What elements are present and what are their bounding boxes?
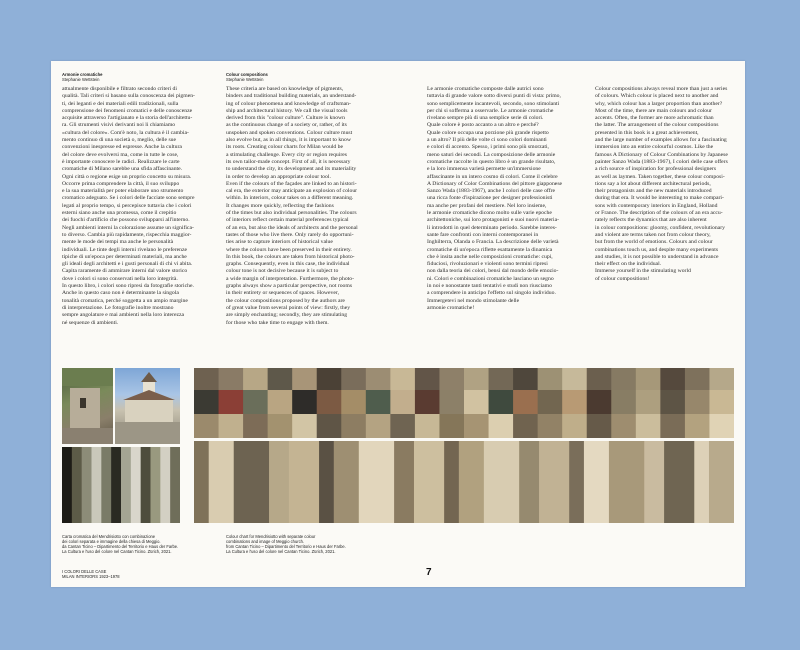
colour-swatch bbox=[538, 368, 563, 390]
colour-swatch bbox=[489, 390, 514, 414]
colour-swatch bbox=[194, 414, 219, 438]
photo-strip-band bbox=[82, 447, 92, 523]
colour-swatch bbox=[709, 414, 734, 438]
colour-swatch bbox=[268, 368, 293, 390]
colour-band bbox=[459, 441, 485, 523]
colour-swatch bbox=[660, 368, 685, 390]
colour-swatch bbox=[513, 368, 538, 390]
church-photo-1-svg bbox=[62, 368, 113, 444]
colour-swatch bbox=[685, 414, 710, 438]
colour-swatch bbox=[611, 390, 636, 414]
photo-strip-band bbox=[151, 447, 161, 523]
colour-band bbox=[334, 441, 360, 523]
header-left bbox=[62, 72, 103, 82]
colour-swatch bbox=[317, 368, 342, 390]
colour-band bbox=[414, 441, 445, 523]
colour-swatch bbox=[685, 368, 710, 390]
colour-swatch bbox=[538, 390, 563, 414]
photo-strip-band bbox=[92, 447, 102, 523]
ground bbox=[62, 428, 113, 444]
colour-swatch bbox=[685, 390, 710, 414]
colour-swatch bbox=[709, 390, 734, 414]
colour-band bbox=[269, 441, 289, 523]
header-left-title: Armonie cromatiche bbox=[62, 72, 103, 77]
colour-band bbox=[664, 441, 695, 523]
colour-band bbox=[539, 441, 570, 523]
colour-band bbox=[319, 441, 334, 523]
colour-band bbox=[444, 441, 459, 523]
page-number: 7 bbox=[426, 567, 432, 578]
colour-swatch bbox=[390, 414, 415, 438]
colour-swatch bbox=[660, 414, 685, 438]
colour-swatch bbox=[562, 368, 587, 390]
photo-strip-band bbox=[62, 447, 72, 523]
text-column-english-2: Colour compositions always reveal more than just a series of colours. Which colour is placed next to another and why, which colour has a larger proportion than another? Most of the time, there are main colours and colour accents. Often, the former are more achromatic than the latter. The arrangement of the colour compositions presented in this book is a great achievement, and the large number of examples allows for a fascinating immersion into an entire colourful cosmos. Like the famous A Dictionary of Colour Combinations by Japanese painter Sanzo Wada (1883-1967), I colori delle case offers a rich source of inspiration for professional designers as well as laymen. Taken together, these colour composi- tions say a lot about different architectural periods, their protagonists and the new materials introduced during that era. It would be interesting to make compari- sons with contemporary interiors in England, Holland or France. The description of the colours of an era accu- rately reflects the dynamics that are also inherent in colour compositions: gloomy, confident, revolutionary and violent are terms taken not from colour theory, but from the world of emotions. Colours and colour combinations touch us, and despite many experiments and studies, it is not possible to understand in advance their effect on the individual. Immerse yourself in the stimulating world of colour compositions! bbox=[595, 86, 728, 282]
photo-strip-band bbox=[111, 447, 121, 523]
colour-band bbox=[644, 441, 664, 523]
colour-swatch bbox=[366, 414, 391, 438]
church-photo-2-svg bbox=[115, 368, 180, 444]
colour-swatch bbox=[464, 414, 489, 438]
colour-band bbox=[694, 441, 709, 523]
colour-swatch bbox=[366, 390, 391, 414]
colour-swatch bbox=[317, 390, 342, 414]
footer-book-title: I COLORI DELLE CASE MILAN INTERIORS 1923–1978 bbox=[62, 569, 120, 580]
colour-swatch bbox=[587, 368, 612, 390]
colour-swatch bbox=[611, 368, 636, 390]
colour-swatch bbox=[611, 414, 636, 438]
colour-band bbox=[709, 441, 734, 523]
photo-strip-band bbox=[170, 447, 180, 523]
colour-swatch bbox=[587, 390, 612, 414]
colour-band bbox=[359, 441, 395, 523]
colour-swatch bbox=[538, 414, 563, 438]
colour-swatch bbox=[636, 414, 661, 438]
header-right bbox=[226, 72, 268, 82]
photo-strip-band bbox=[121, 447, 131, 523]
colour-swatch bbox=[562, 414, 587, 438]
colour-swatch bbox=[268, 390, 293, 414]
colour-swatch bbox=[341, 414, 366, 438]
colour-swatch bbox=[636, 390, 661, 414]
colour-band bbox=[609, 441, 645, 523]
colour-swatch bbox=[439, 390, 464, 414]
caption-italian: Carta cromatica del Mendrisiotto con combinazione dei colori separata e immagine della chiesa di Meggio. da Cantan Ticino – Dipartimento del Territorio e Haus der Farbe. La Cultura e l'uso del colore nel Cantan Ticino. Zürich, 2021. bbox=[62, 534, 179, 555]
colour-band bbox=[569, 441, 584, 523]
church-photo-1 bbox=[62, 368, 113, 444]
colour-swatch bbox=[587, 414, 612, 438]
colour-band bbox=[209, 441, 235, 523]
photo-strip-band bbox=[160, 447, 170, 523]
colour-swatch bbox=[415, 368, 440, 390]
colour-swatch bbox=[489, 368, 514, 390]
colour-swatch bbox=[390, 390, 415, 414]
photo-strip-band bbox=[131, 447, 141, 523]
photo-strip-band bbox=[101, 447, 111, 523]
header-right-author: Stephanie Wettstein bbox=[226, 77, 264, 83]
colour-swatch bbox=[243, 368, 268, 390]
colour-swatch bbox=[341, 390, 366, 414]
colour-swatch bbox=[439, 368, 464, 390]
photo-strip-svg bbox=[62, 447, 180, 523]
colour-swatch bbox=[219, 390, 244, 414]
colour-swatch bbox=[489, 414, 514, 438]
window bbox=[80, 398, 86, 408]
church-photo-2 bbox=[115, 368, 180, 444]
colour-swatch bbox=[513, 390, 538, 414]
colour-swatch bbox=[366, 368, 391, 390]
colour-swatch bbox=[194, 368, 219, 390]
colour-band bbox=[484, 441, 520, 523]
colour-swatch bbox=[194, 390, 219, 414]
colour-swatch bbox=[292, 368, 317, 390]
header-left-author: Stephanie Wettstein bbox=[62, 77, 100, 83]
photo-color-strip bbox=[62, 447, 180, 523]
book-page bbox=[51, 61, 745, 587]
colour-swatch bbox=[341, 368, 366, 390]
colour-swatch bbox=[660, 390, 685, 414]
colour-swatch bbox=[219, 368, 244, 390]
colour-band bbox=[234, 441, 270, 523]
colour-swatch bbox=[317, 414, 342, 438]
colour-swatch bbox=[292, 390, 317, 414]
colour-swatch bbox=[709, 368, 734, 390]
colour-swatch bbox=[415, 390, 440, 414]
colour-band bbox=[584, 441, 610, 523]
colour-swatch bbox=[464, 390, 489, 414]
colour-swatch bbox=[636, 368, 661, 390]
colour-band bbox=[519, 441, 539, 523]
chart-separator bbox=[194, 438, 734, 441]
colour-swatch bbox=[243, 414, 268, 438]
courtyard bbox=[115, 422, 180, 444]
text-column-english-1: These criteria are based on knowledge of pigments, binders and traditional building materials, an understand- ing of colour phenomena and knowledge of craftsman- ship and architectural history. We call the visual tools derived from this "colour culture". Culture is known as the continuous change of a society or, rather, of its unspoken and spoken conventions. Colour culture must also evolve but, as in all things, it is important to know its roots. Creating colour charts for Milan would be a stimulating challenge. Every city or region requires its own tailor-made concept. First of all, it is necessary to understand the city, its development and its materiality in order to develop an appropriate colour tool. Even if the colours of the façades are linked to an histori- cal era, the exterior may anticipate an explosion of colour within. In interiors, colour takes on a different meaning. It changes more quickly, reflecting the fashions of the times but also individual personalities. The colours of interiors reflect certain material preferences typical of an era, but also the ideals of architects and the personal tastes of those who live there. Only rarely do opportuni- ties arise to capture interiors of historical value where the colours have been preserved in their entirety. In this book, the colours are taken from historical photo- graphs. Consequently, even in this case, the individual colour tone is not decisive because it is subject to a wide margin of interpretation. Furthermore, the photo- graphs always show a particular perspective, not rooms in their entirety or sequences of spaces. However, the colour compositions proposed by the authors are of great value from several points of view: firstly, they are simply enchanting; secondly, they are stimulating for those who take time to engage with them. bbox=[226, 86, 358, 326]
colour-swatch bbox=[390, 368, 415, 390]
colour-chart bbox=[194, 368, 734, 523]
header-right-title: Colour compositions bbox=[226, 72, 268, 77]
text-column-italian-1: attualmente disponibile e filtrato secondo criteri di qualità. Tali criteri si basano sulla conoscenza dei pigmen- ti, dei leganti e dei materiali edili tradizionali, sulla comprensione dei fenomeni cromatici e delle conoscenze acquisite attraverso l'artigianato e la storia dell'architettu- ra. Gli strumenti visivi derivanti noi li chiamiamo «cultura del colore». Com'è noto, la cultura è il cambia- mento continuo di una società o, meglio, delle sue convenzioni inespresse ed espresse. Anche la cultura del colore deve evolversi ma, come in tutte le cose, è importante conoscere le radici. Realizzare le carte cromatiche di Milano sarebbe una sfida affascinante. Ogni città o regione esige un proprio concetto su misura. Occorre prima comprendere la città, il suo sviluppo e la sua materialità per poter elaborare uno strumento cromatico adeguato. Se i colori delle facciate sono sempre legati al proprio tempo, si percepisce tuttavia che i colori esterni siano anche una promessa, come il crepitio dei fuochi d'artificio che possono svilupparsi all'interno. Negli ambienti interni la colorazione assume un significa- to diverso. Cambia più rapidamente, rispecchia maggior- mente le mode dei tempi ma anche le personalità individuali. Le tinte degli interni rivelano le preferenze tipiche di un'epoca per determinati materiali, ma anche gli ideali degli architetti e i gusti personali di chi vi abita. Capita raramente di ammirare interni dal valore storico dove i colori si sono conservati nella loro integrità. In questo libro, i colori sono ripresi da fotografie storiche. Anche in questo caso non è determinante la singola tonalità cromatica, perché soggetta a un ampio margine di interpretazione. Le fotografie inoltre mostrano sempre angolature e mai ambienti nella loro interezza né sequenze di ambienti. bbox=[62, 86, 195, 326]
photo-strip-band bbox=[72, 447, 82, 523]
text-column-italian-2: Le armonie cromatiche composte dalle autrici sono tuttavia di grande valore sotto diversi punti di vista: primo, sono semplicemente incantevoli, secondo, sono stimolanti per chi si sofferma a osservarle. Le armonie cromatiche rivelano sempre più di una semplice serie di colori. Quale colore è posto accanto a un altro e perché? Quale colore occupa una porzione più grande rispetto a un altro? Il più delle volte ci sono colori dominanti e colori di accento. Spesso, i primi sono più smorzati, meno saturi dei secondi. La composizione delle armonie cromatiche raccolte in questo libro è un grande risultato, e la loro immensa varietà permette un'immersione affascinante in un intero cosmo di colori. Come il celebre A Dictionary of Color Combinations del pittore giapponese Sanzo Wada (1883-1967), anche I colori delle case offre una ricca fonte d'ispirazione per designer professionisti ma anche per profani del mestiere. Nel loro insieme, le armonie cromatiche dicono molto sulle varie epoche architettoniche, sui loro protagonisti e suoi nuovi materia- li introdotti in quel determinato periodo. Sarebbe interes- sante fare confronti con interni contemporanei in Inghilterra, Olanda o Francia. La descrizione delle varietà cromatiche di un'epoca riflette esattamente la dinamica che è insita anche nelle composizioni cromatiche: cupi, fiduciosi, rivoluzionari e violenti sono termini ripresi non dalla teoria dei colori, bensì dal mondo delle emozio- ni. Colori e combinazioni cromatiche lasciano un segno in noi e nonostante tanti tentativi e studi non riusciamo a comprendere in anticipo l'effetto sul singolo individuo. Immergetevi nel mondo stimolante delle armonie cromatiche! bbox=[427, 86, 563, 311]
colour-swatch bbox=[219, 414, 244, 438]
foliage bbox=[62, 368, 113, 386]
colour-swatch bbox=[292, 414, 317, 438]
colour-swatch bbox=[513, 414, 538, 438]
colour-band bbox=[194, 441, 209, 523]
colour-band bbox=[394, 441, 414, 523]
colour-band bbox=[289, 441, 320, 523]
colour-swatch bbox=[415, 414, 440, 438]
church-nave bbox=[125, 400, 173, 422]
photo-strip-band bbox=[141, 447, 151, 523]
colour-swatch bbox=[243, 390, 268, 414]
caption-english: Colour chart for Mendrisiotto with separate colour combinations and image of Meggio church. from Cantan Ticino – Dipartimento del Territorio e Haus der Farbe. La Cultura e l'uso del colore nel Cantan Ticino. Zürich, 2021. bbox=[226, 534, 346, 555]
nave-roof bbox=[123, 390, 175, 400]
tower-roof bbox=[141, 372, 157, 382]
colour-swatch bbox=[464, 368, 489, 390]
colour-swatch bbox=[562, 390, 587, 414]
colour-swatch bbox=[268, 414, 293, 438]
colour-swatch bbox=[439, 414, 464, 438]
